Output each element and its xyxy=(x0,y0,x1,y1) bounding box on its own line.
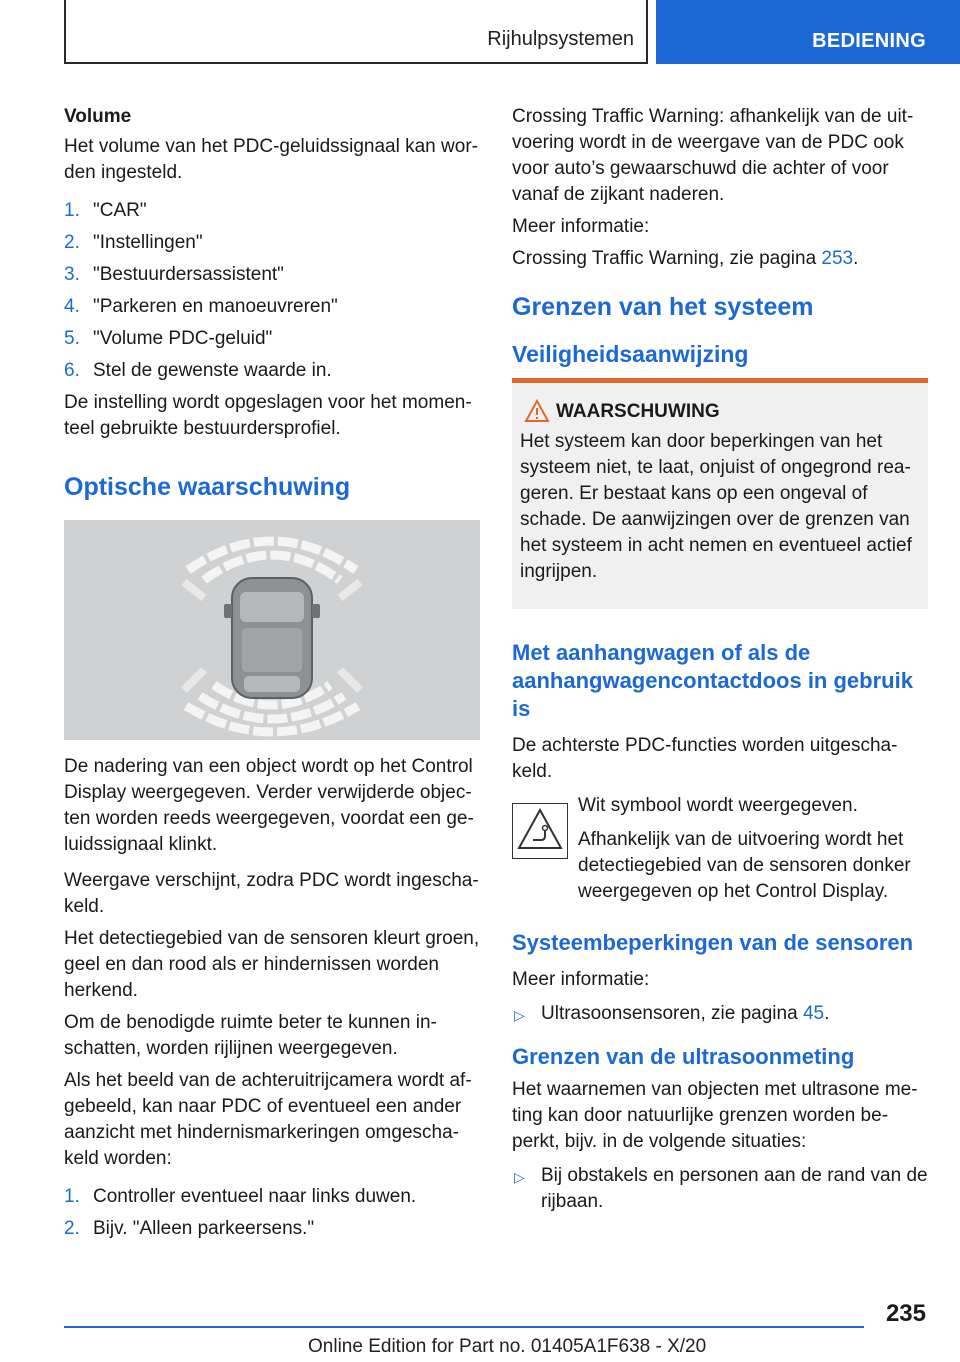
bullet-text: Bij obstakels en personen aan de rand van de rijbaan. xyxy=(541,1165,928,1212)
bullet-triangle-icon: ▷ xyxy=(514,1169,525,1185)
list-item xyxy=(64,262,482,288)
edition-footer: Online Edition for Part no. 01405A1F638 - X/20 xyxy=(308,1336,707,1357)
page-link-45[interactable]: 45 xyxy=(802,1003,825,1024)
section-title: Rijhulpsystemen xyxy=(487,28,634,50)
trailer-paragraph-1: De achterste PDC-functies worden uitgeschakeld. xyxy=(512,735,898,782)
step-text: "Instellingen" xyxy=(93,232,203,253)
list-item xyxy=(64,358,482,384)
sensor-list xyxy=(512,1001,928,1027)
optical-paragraph-5: Als het beeld van de achteruitrijcamera wordt afgebeeld, kan naar PDC of eventueel een ander aanzicht met hindernismarkeringen omgeschakeld worden: xyxy=(64,1070,472,1169)
left-column xyxy=(64,104,482,1248)
list-item xyxy=(512,1163,928,1215)
list-item xyxy=(64,230,482,256)
ultrasound-list xyxy=(512,1163,928,1215)
page-number: 235 xyxy=(885,1300,926,1327)
reference-text: Crossing Traffic Warning, zie pagina xyxy=(512,248,822,269)
step-number: 2. xyxy=(64,1218,80,1239)
step-number: 5. xyxy=(64,328,80,349)
warning-box xyxy=(512,378,928,609)
step-text: "Bestuurdersassistent" xyxy=(93,264,284,285)
reference-end: . xyxy=(824,1003,830,1024)
list-item xyxy=(64,326,482,352)
pdc-display-figure xyxy=(64,520,480,740)
step-number: 2. xyxy=(64,232,80,253)
trailer-text xyxy=(512,791,928,819)
page-link-253[interactable]: 253 xyxy=(821,248,854,269)
sensor-more-info: Meer informatie: xyxy=(512,969,650,990)
volume-outro: De instelling wordt opgeslagen voor het momenteel gebruikte bestuurdersprofiel. xyxy=(64,392,472,439)
step-number: 1. xyxy=(64,1186,80,1207)
ultrasound-heading: Grenzen van de ultrasoonmeting xyxy=(512,1044,855,1069)
step-text: "Volume PDC-geluid" xyxy=(93,328,273,349)
step-number: 4. xyxy=(64,296,80,317)
list-item xyxy=(512,1001,928,1027)
bullet-triangle-icon: ▷ xyxy=(514,1007,525,1023)
trailer-symbol-icon xyxy=(512,803,568,859)
list-item xyxy=(64,1216,482,1242)
reference-end: . xyxy=(853,248,859,269)
limits-heading: Grenzen van het systeem xyxy=(512,293,814,321)
step-number: 1. xyxy=(64,200,80,221)
ultrasound-paragraph: Het waarnemen van objecten met ultrasone meting kan door natuurlijke grenzen worden beperkt, bijv. in de volgende situaties: xyxy=(512,1079,918,1152)
warning-title-row xyxy=(520,399,920,425)
list-item xyxy=(64,1184,482,1210)
optical-paragraph-3: Het detectiegebied van de sensoren kleurt groen, geel en dan rood als er hindernissen worden herkend. xyxy=(64,928,480,1001)
safety-heading: Veiligheidsaanwijzing xyxy=(512,341,749,367)
step-text: "CAR" xyxy=(93,200,147,221)
ctw-reference xyxy=(512,246,928,272)
list-item xyxy=(64,294,482,320)
footer-divider xyxy=(64,1326,864,1328)
volume-steps xyxy=(64,198,482,384)
warning-body: Het systeem kan door beperkingen van het systeem niet, te laat, onjuist of ongegrond reageren. Er bestaat kans op een ongeval of schade. De aanwijzingen over de grenzen van het systeem in acht nemen en eventueel actief ingrijpen. xyxy=(520,431,912,582)
step-text: Controller eventueel naar links duwen. xyxy=(93,1186,417,1207)
step-text: Stel de gewenste waarde in. xyxy=(93,360,332,381)
step-text: Bijv. "Alleen parkeersens." xyxy=(93,1218,315,1239)
reference-text: Ultrasoonsensoren, zie pagina xyxy=(541,1003,803,1024)
trailer-paragraph-3: Afhankelijk van de uitvoering wordt het detectiegebied van de sensoren donker weergegeven op het Control Display. xyxy=(578,829,911,902)
optical-paragraph-1: De nadering van een object wordt op het Control Display weergegeven. Verder verwijderde objecten worden reeds weergegeven, voordat een geluidssignaal klinkt. xyxy=(64,756,474,855)
optical-steps xyxy=(64,1184,482,1242)
ctw-paragraph: Crossing Traffic Warning: afhankelijk van de uitvoering wordt in de weergave van de PDC ook voor auto’s gewaarschuwd die achter of voor vanaf de zijkant naderen. xyxy=(512,106,914,205)
step-text: "Parkeren en manoeuvreren" xyxy=(93,296,338,317)
chapter-title: BEDIENING xyxy=(812,30,926,52)
optical-paragraph-2: Weergave verschijnt, zodra PDC wordt ingeschakeld. xyxy=(64,870,479,917)
optical-paragraph-4: Om de benodigde ruimte beter te kunnen inschatten, worden rijlijnen weergegeven. xyxy=(64,1012,437,1059)
car-top-view-illustration xyxy=(64,520,480,740)
trailer-heading: Met aanhangwagen of als de aanhangwagencontactdoos in gebruik is xyxy=(512,640,913,721)
warning-triangle-icon xyxy=(524,399,550,423)
running-header xyxy=(64,0,648,64)
volume-title: Volume xyxy=(64,106,132,127)
warning-title: WAARSCHUWING xyxy=(556,401,720,422)
sensor-heading: Systeembeperkingen van de sensoren xyxy=(512,930,914,955)
volume-intro: Het volume van het PDC-geluidssignaal kan worden ingesteld. xyxy=(64,136,478,183)
trailer-symbol-row xyxy=(512,791,928,867)
right-column xyxy=(512,104,928,1221)
trailer-paragraph-2: Wit symbool wordt weergegeven. xyxy=(578,795,858,816)
chapter-tab xyxy=(656,0,960,64)
more-info-label: Meer informatie: xyxy=(512,216,650,237)
list-item xyxy=(64,198,482,224)
optical-heading: Optische waarschuwing xyxy=(64,473,351,501)
step-number: 3. xyxy=(64,264,80,285)
step-number: 6. xyxy=(64,360,80,381)
